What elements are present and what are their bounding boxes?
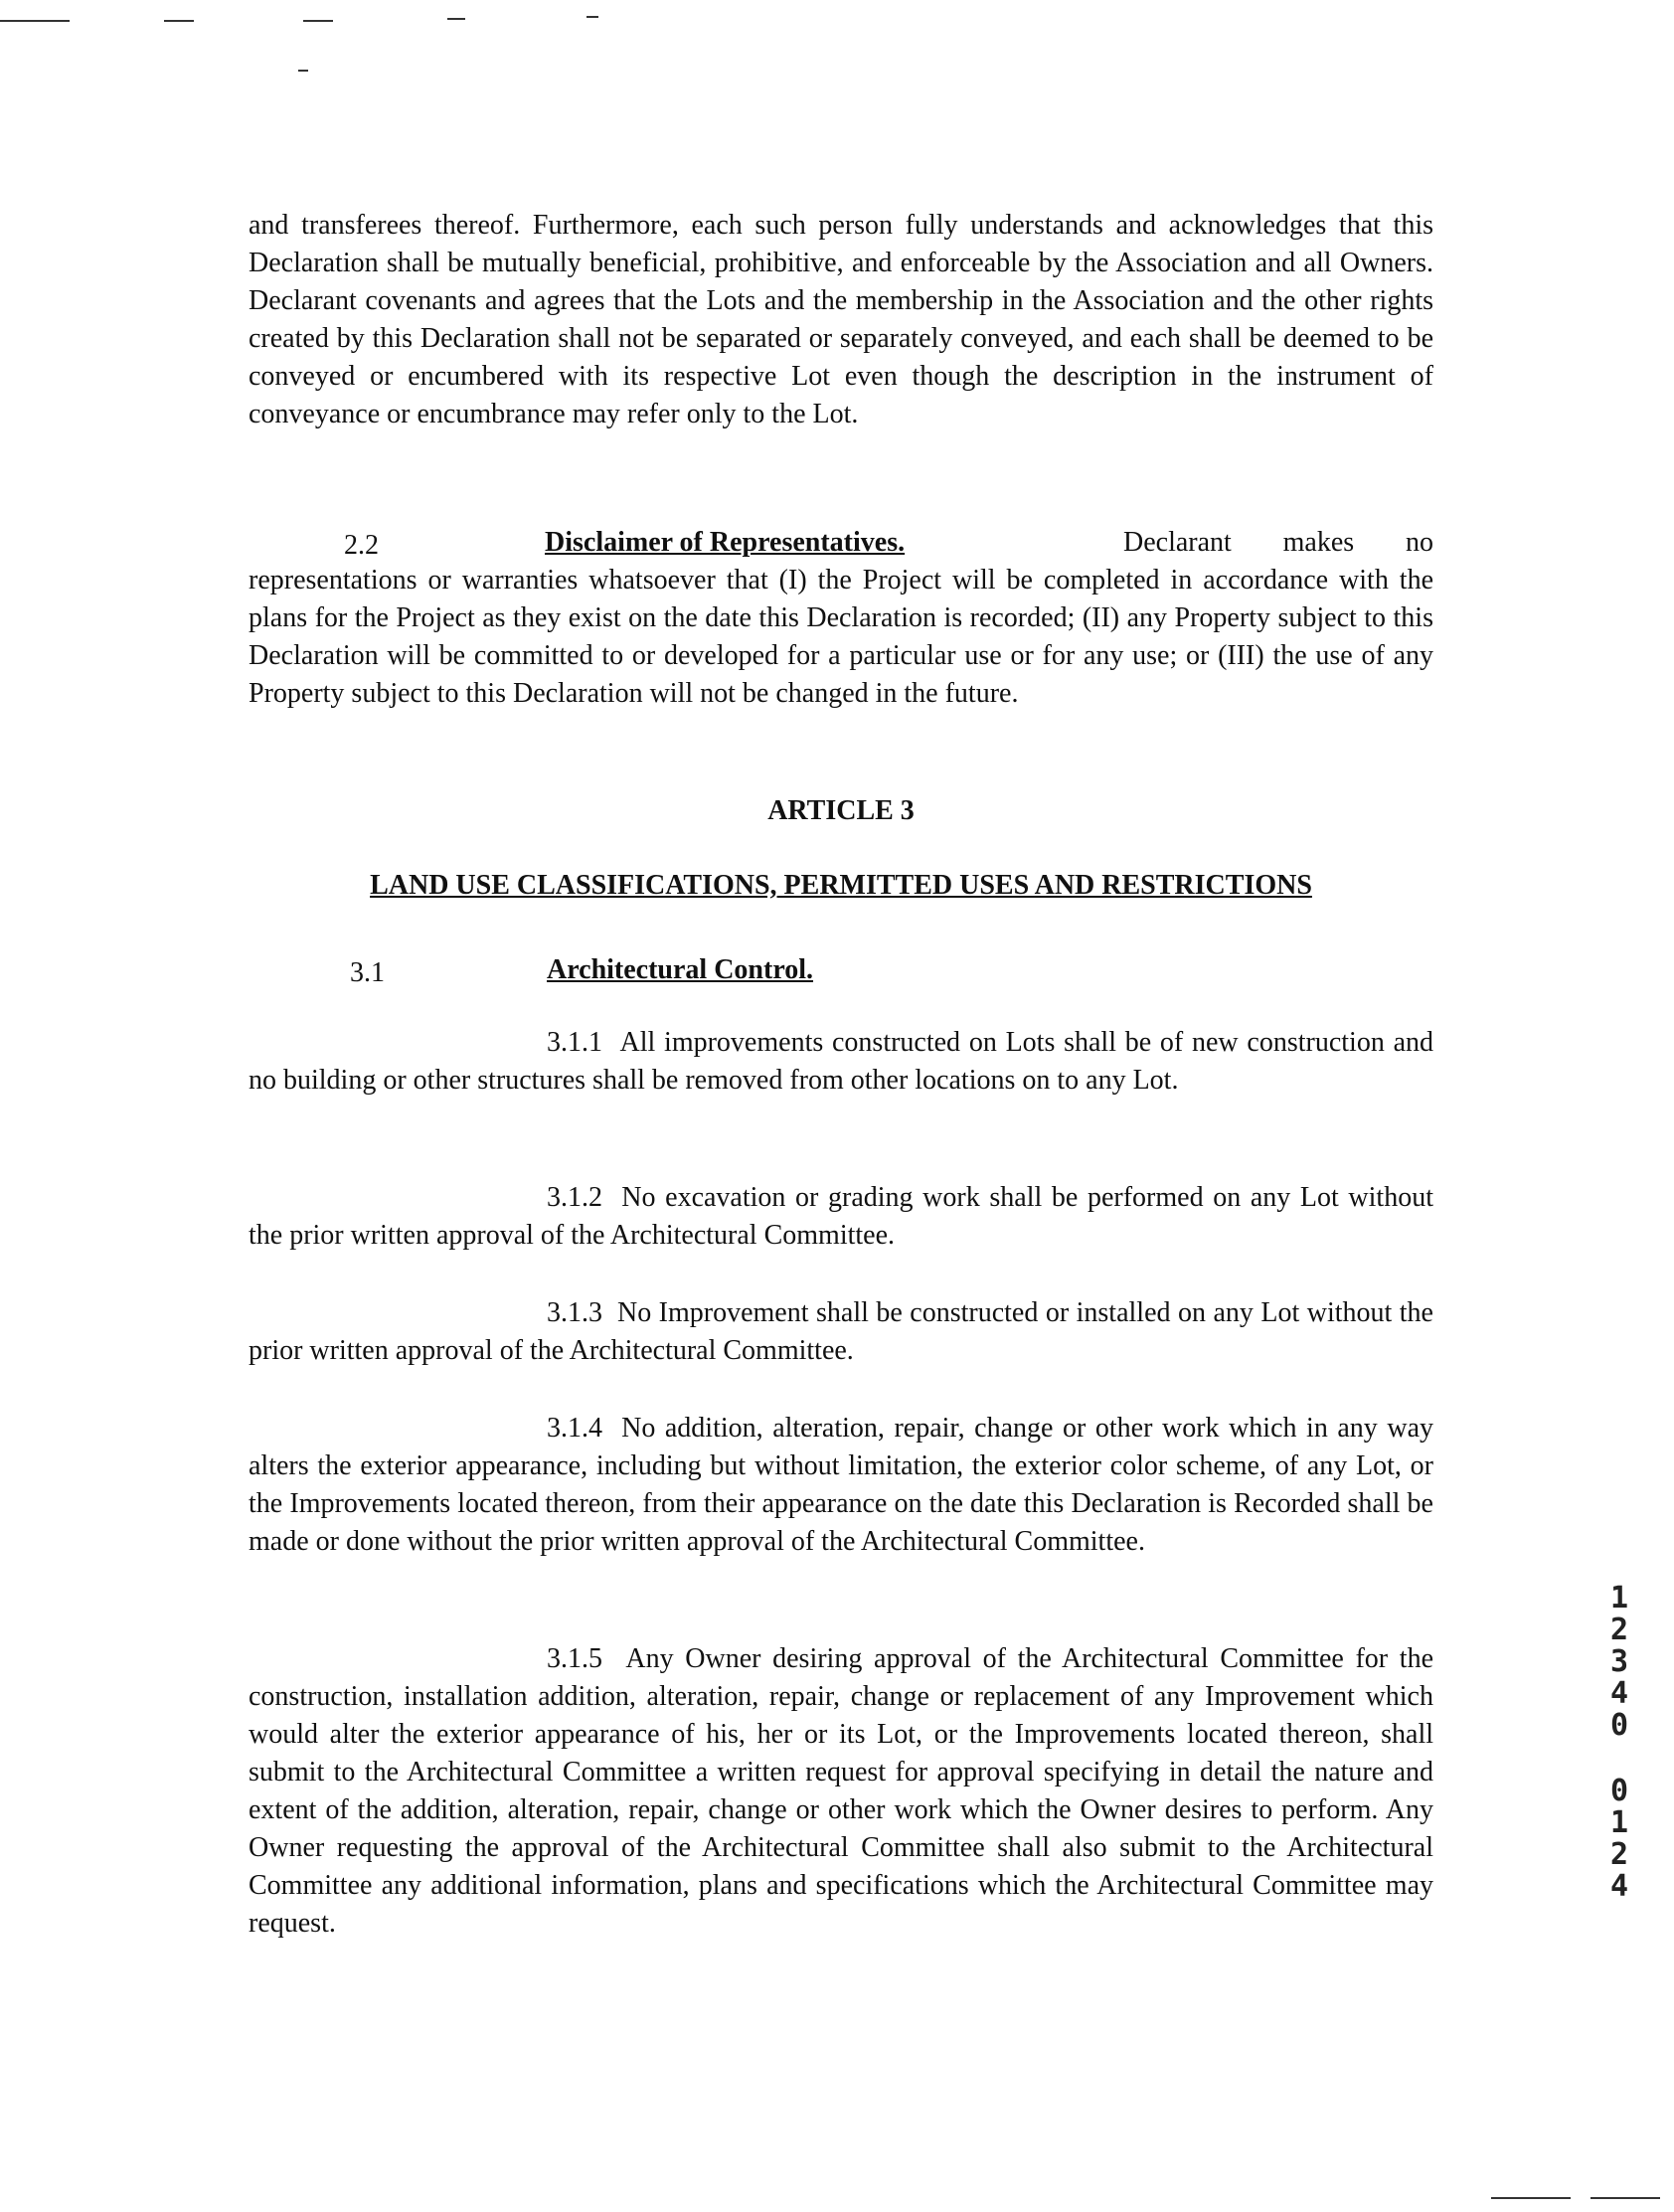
stamp-digit: 4 xyxy=(1609,1676,1629,1711)
subsection-3-1-1 xyxy=(249,1024,1433,1100)
stamp-digit: 2 xyxy=(1609,1613,1629,1647)
scan-artifact xyxy=(1590,2197,1660,2199)
subsection-text: No excavation or grading work shall be performed on any Lot without the prior written approval of the Architectural Committee. xyxy=(249,1182,1433,1251)
subsection-text: No addition, alteration, repair, change or other work which in any way alters the exterior appearance, including but without limitation, the exterior color scheme, of any Lot, or the Improvements located thereon, from their appearance on the date this Declaration is Recorded shall be made or done without the prior written approval of the Architectural Committee. xyxy=(249,1413,1434,1557)
stamp-digit: 0 xyxy=(1609,1708,1629,1743)
article-title: LAND USE CLASSIFICATIONS, PERMITTED USES AND RESTRICTIONS xyxy=(370,870,1312,901)
stamp-digit: 0 xyxy=(1609,1774,1629,1808)
section-2-2-heading: Disclaimer of Representatives. xyxy=(545,527,906,558)
scan-artifact xyxy=(1491,2197,1571,2199)
scan-artifact xyxy=(164,20,194,22)
recording-number-group-1 xyxy=(1604,1583,1634,1742)
scan-artifact xyxy=(298,70,308,72)
subsection-3-1-3 xyxy=(249,1294,1433,1370)
scan-artifact xyxy=(0,20,70,22)
scan-artifact xyxy=(447,18,465,20)
subsection-3-1-2 xyxy=(249,1179,1433,1255)
intro-paragraph: and transferees thereof. Furthermore, each such person fully understands and acknowledges that this Declaration shall be mutually beneficial, prohibitive, and enforceable by the Association and all Owners. Declarant covenants and agrees that the Lots and the membership in the Association and the other rights created by this Declaration shall not be separated or separately conveyed, and each shall be deemed to be conveyed or encumbered with its respective Lot even though the description in the instrument of conveyance or encumbrance may refer only to the Lot. xyxy=(249,210,1433,429)
section-2-2-body: Declarant makes no representations or warranties whatsoever that (I) the Project will be completed in accordance with the plans for the Project as they exist on the date this Declaration is recorded; (II) any Property subject to this Declaration will be committed to or developed for a particular use or for any use; or (III) the use of any Property subject to this Declaration will not be changed in the future. xyxy=(249,527,1433,709)
subsection-text: All improvements constructed on Lots shall be of new construction and no building or other structures shall be removed from other locations on to any Lot. xyxy=(249,1027,1433,1096)
article-label: ARTICLE 3 xyxy=(767,795,915,826)
section-2-2-text xyxy=(249,524,1433,713)
section-2-2-number: 2.2 xyxy=(344,530,379,561)
scan-artifact xyxy=(586,16,598,18)
stamp-digit: 2 xyxy=(1609,1837,1629,1872)
subsection-number: 3.1.4 xyxy=(547,1413,602,1444)
subsection-3-1-4 xyxy=(249,1410,1433,1561)
subsection-3-1-5 xyxy=(249,1640,1433,1943)
subsection-number: 3.1.2 xyxy=(547,1182,602,1213)
subsection-number: 3.1.3 xyxy=(547,1297,602,1328)
scan-artifact xyxy=(303,20,333,22)
section-3-1-number: 3.1 xyxy=(350,957,385,988)
stamp-digit: 1 xyxy=(1609,1805,1629,1840)
recording-number-group-2 xyxy=(1604,1776,1634,1903)
section-3-1-heading: Architectural Control. xyxy=(547,954,814,985)
subsection-text: No Improvement shall be constructed or installed on any Lot without the prior written approval of the Architectural Committee. xyxy=(249,1297,1433,1366)
subsection-text: Any Owner desiring approval of the Architectural Committee for the construction, installation addition, alteration, repair, change or replacement of any Improvement which would alter the exterior appearance of his, her or its Lot, or the Improvements located thereon, shall submit to the Architectural Committee a written request for approval specifying in detail the nature and extent of the addition, alteration, repair, change or other work which the Owner desires to perform. Any Owner requesting the approval of the Architectural Committee shall also submit to the Architectural Committee any additional information, plans and specifications which the Architectural Committee may request. xyxy=(249,1643,1434,1939)
stamp-digit: 3 xyxy=(1609,1644,1629,1679)
subsection-number: 3.1.5 xyxy=(547,1643,602,1674)
stamp-digit: 1 xyxy=(1609,1581,1629,1616)
subsection-number: 3.1.1 xyxy=(547,1027,602,1058)
stamp-digit: 4 xyxy=(1609,1869,1629,1904)
